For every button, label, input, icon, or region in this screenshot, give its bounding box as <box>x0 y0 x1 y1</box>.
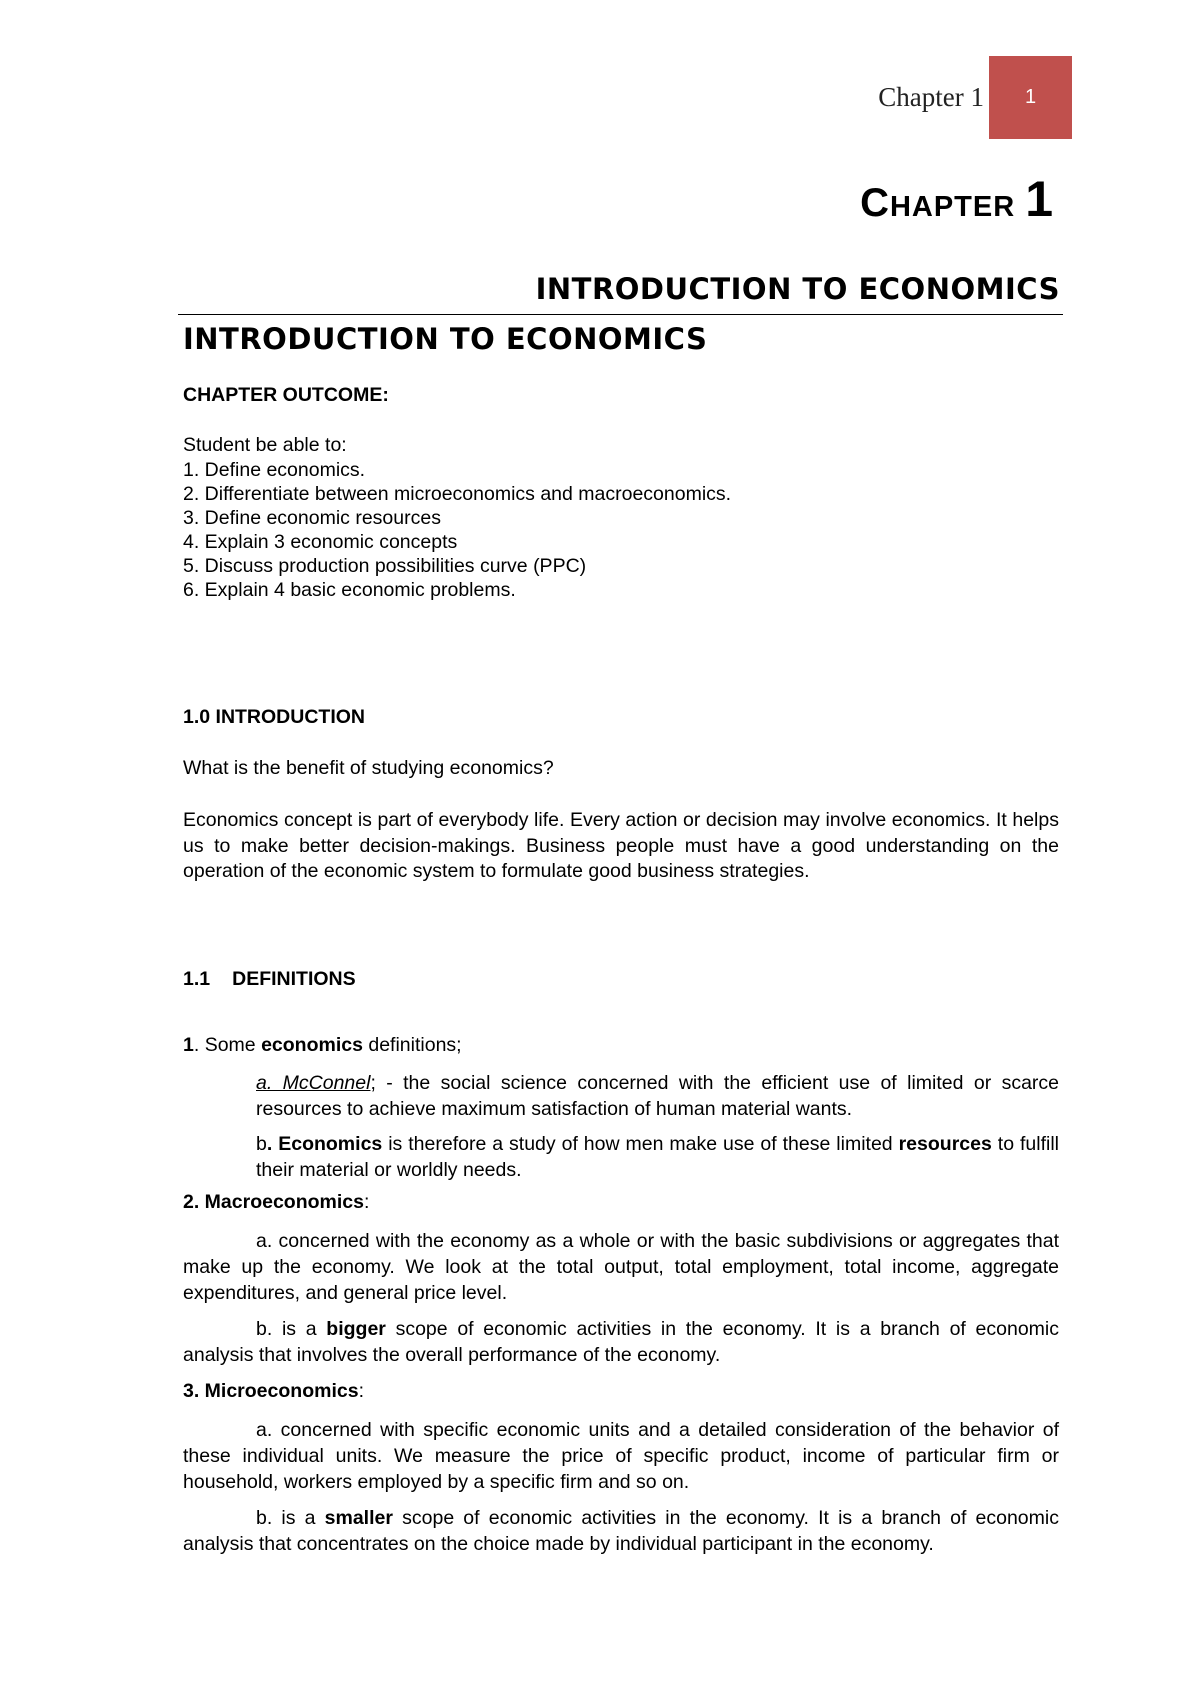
item-text: . Some <box>193 1034 262 1056</box>
colon: : <box>358 1380 364 1402</box>
definitions-heading <box>183 968 356 991</box>
item-text: b. is a <box>256 1318 327 1340</box>
definitions-number: 1.1 <box>183 968 211 990</box>
item-bold-term: bigger <box>326 1318 386 1340</box>
item-bold-term: resources <box>898 1133 992 1155</box>
item-bold-term: . Economics <box>266 1133 383 1155</box>
definition-text: ; - the social science concerned with the efficient use of limited or scarce resources to achieve maximum satisfaction of human material wants. <box>256 1072 1060 1120</box>
chapter-title-left: INTRODUCTION TO ECONOMICS <box>183 322 708 356</box>
introduction-heading: 1.0 INTRODUCTION <box>183 706 366 728</box>
colon: : <box>363 1191 370 1213</box>
title-divider <box>178 314 1063 315</box>
item-text: to fulfill their material or worldly needs. <box>256 1133 1059 1181</box>
chapter-word-initial: C <box>860 181 890 225</box>
outcome-heading: CHAPTER OUTCOME: <box>183 384 389 406</box>
chapter-word-rest: HAPTER <box>889 191 1016 223</box>
definition-mcconnel <box>256 1070 1059 1122</box>
outcome-item: 4. Explain 3 economic concepts <box>183 531 458 553</box>
introduction-question: What is the benefit of studying economics? <box>183 757 554 779</box>
running-header-label: Chapter 1 <box>878 82 984 112</box>
author-citation: a. McConnel <box>256 1072 371 1094</box>
chapter-word <box>860 181 1016 225</box>
outcome-item: 5. Discuss production possibilities curve (PPC) <box>183 555 587 577</box>
item-text: definitions; <box>362 1034 462 1056</box>
definition-economics <box>256 1131 1059 1183</box>
outcome-item: 3. Define economic resources <box>183 507 441 529</box>
definitions-label: DEFINITIONS <box>232 968 356 990</box>
chapter-number: 1 <box>1025 171 1054 227</box>
item-bold-term: economics <box>261 1034 363 1056</box>
outcome-list <box>183 432 1059 602</box>
macro-a: a. concerned with the economy as a whole or with the basic subdivisions or aggregates that make up the economy. We look at the total output, total employment, total income, aggregate expenditures, and general price level. <box>183 1230 1059 1304</box>
page-number-badge <box>989 56 1072 139</box>
item-text: b. is a <box>256 1507 325 1529</box>
chapter-title-right: INTRODUCTION TO ECONOMICS <box>535 272 1060 306</box>
item-number: 1 <box>183 1034 194 1056</box>
item-text: scope of economic activities in the economy. It is a branch of economic analysis that concentrates on the choice made by individual participant in the economy. <box>183 1507 1059 1555</box>
outcome-item: 6. Explain 4 basic economic problems. <box>183 579 516 601</box>
definition-item-1 <box>183 1032 1059 1058</box>
item-prefix: b <box>256 1133 267 1155</box>
item-text: is therefore a study of how men make use of these limited <box>382 1133 899 1155</box>
micro-b <box>183 1505 1059 1557</box>
macro-label: 2. Macroeconomics <box>183 1191 364 1213</box>
macro-heading <box>183 1189 1059 1215</box>
outcome-item: 1. Define economics. <box>183 459 366 481</box>
chapter-heading <box>860 170 1054 228</box>
item-text: scope of economic activities in the economy. It is a branch of economic analysis that involves the overall performance of the economy. <box>183 1318 1059 1366</box>
outcome-item: 2. Differentiate between microeconomics and macroeconomics. <box>183 483 732 505</box>
introduction-paragraph: Economics concept is part of everybody life. Every action or decision may involve economics. It helps us to make better decision-makings. Business people must have a good understanding on the operation of the economic system to formulate good business strategies. <box>183 809 1059 882</box>
page-number: 1 <box>1024 86 1037 108</box>
outcome-intro: Student be able to: <box>183 434 347 456</box>
micro-heading <box>183 1378 1059 1404</box>
micro-a: a. concerned with specific economic units and a detailed consideration of the behavior of these individual units. We measure the price of specific product, income of particular firm or household, workers employed by a specific firm and so on. <box>183 1419 1059 1493</box>
item-bold-term: smaller <box>324 1507 393 1529</box>
micro-label: 3. Microeconomics <box>183 1380 359 1402</box>
macro-b <box>183 1316 1059 1368</box>
